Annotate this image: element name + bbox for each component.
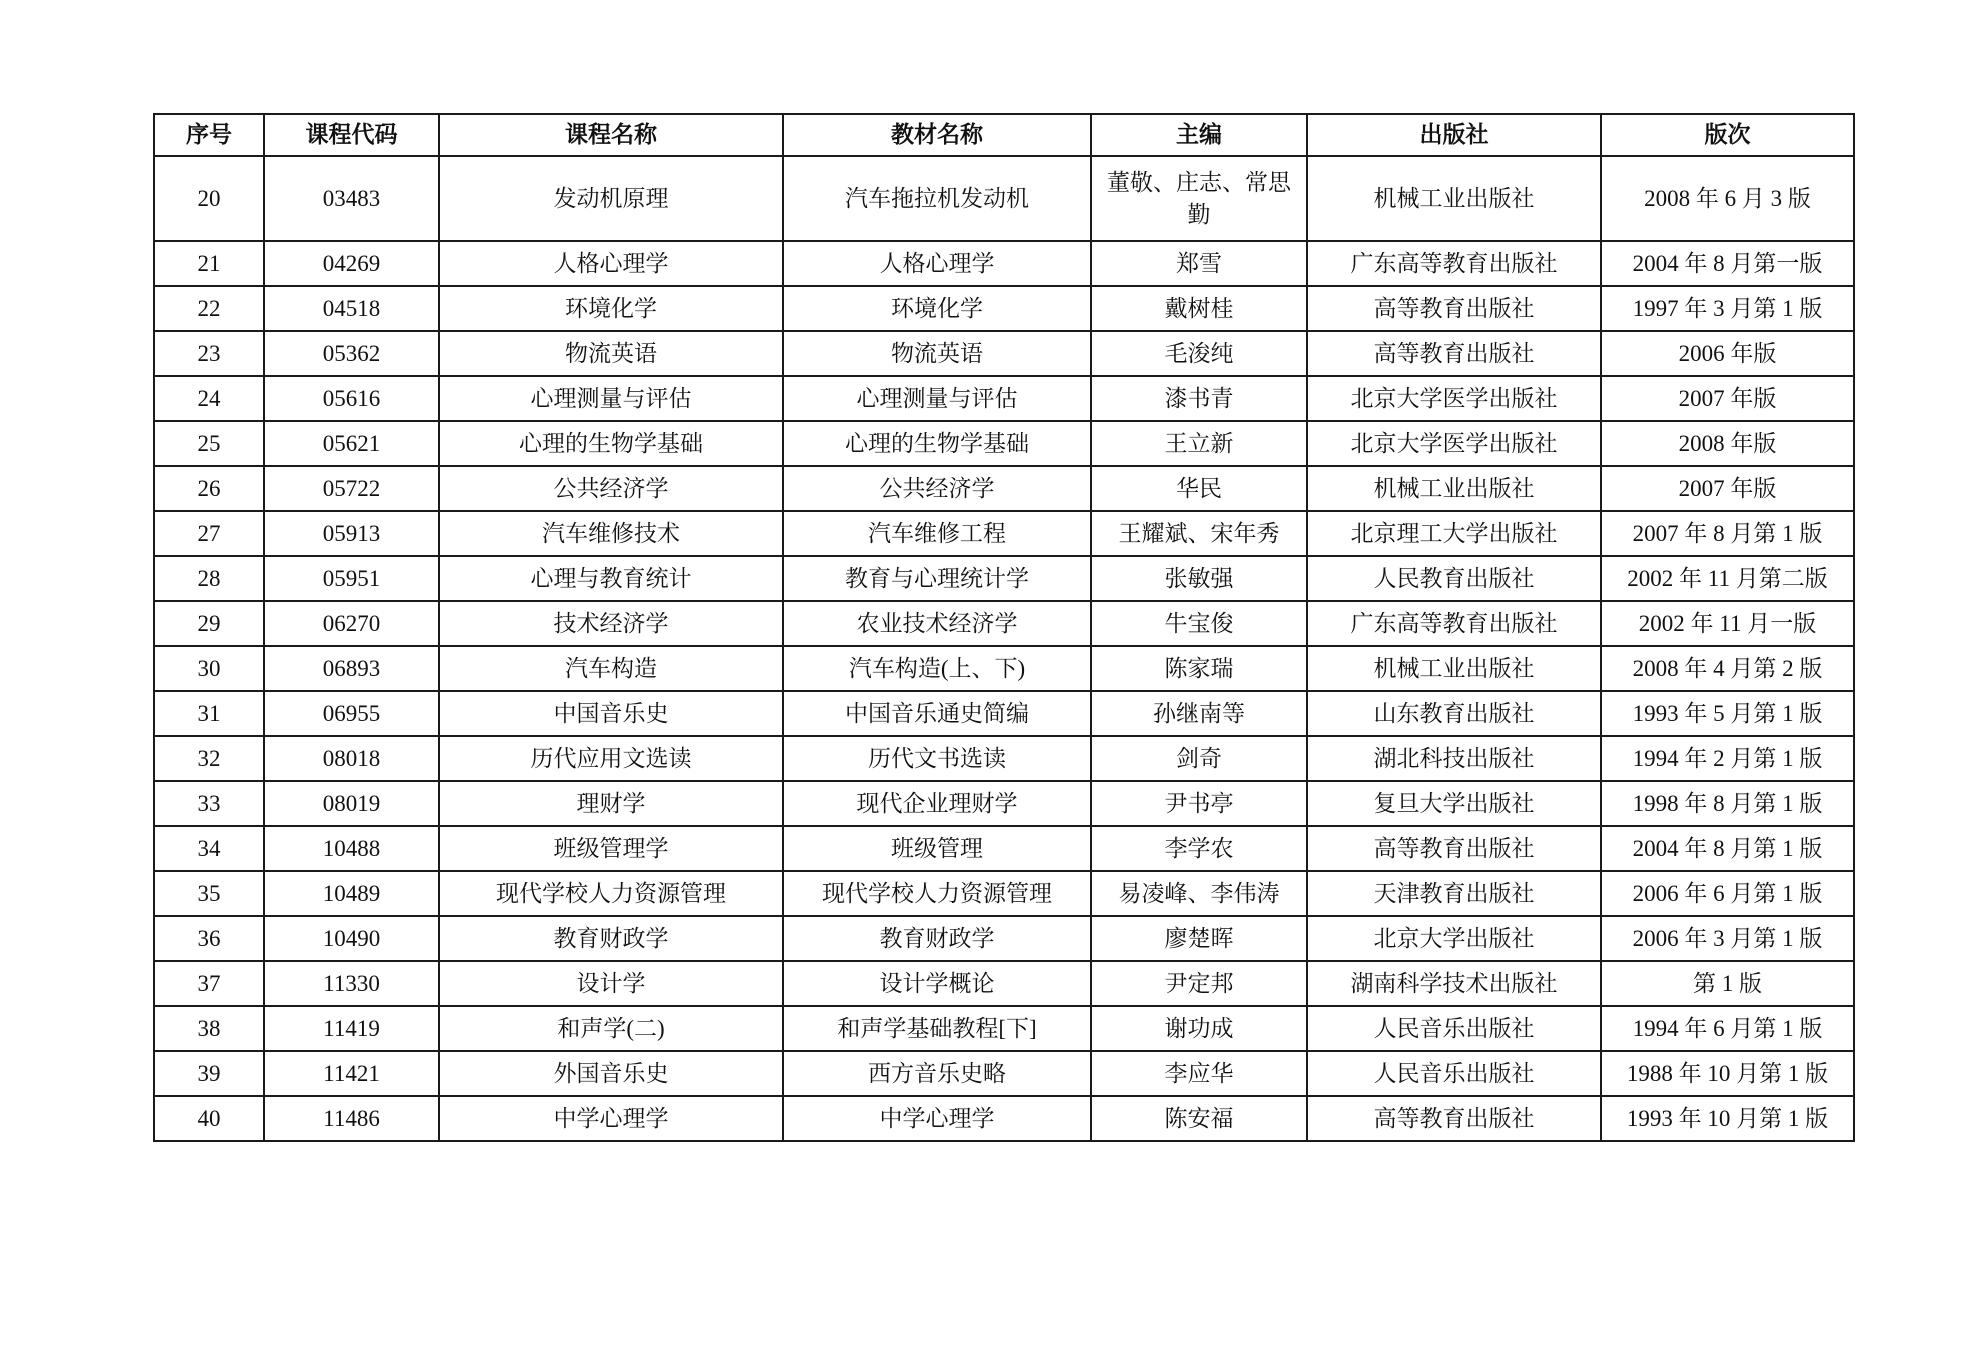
- cell-no: 39: [154, 1051, 264, 1096]
- cell-course-code: 11330: [264, 961, 439, 1006]
- header-row: [154, 114, 1854, 156]
- cell-edition: 2006 年版: [1601, 331, 1854, 376]
- cell-editor: 毛浚纯: [1091, 331, 1307, 376]
- cell-publisher: 人民音乐出版社: [1307, 1006, 1601, 1051]
- cell-no: 30: [154, 646, 264, 691]
- cell-course-code: 06893: [264, 646, 439, 691]
- cell-textbook-name: 中学心理学: [783, 1096, 1091, 1141]
- cell-no: 34: [154, 826, 264, 871]
- cell-textbook-name: 现代学校人力资源管理: [783, 871, 1091, 916]
- cell-edition: 1994 年 6 月第 1 版: [1601, 1006, 1854, 1051]
- cell-edition: 2008 年 4 月第 2 版: [1601, 646, 1854, 691]
- cell-editor: 董敬、庄志、常思勤: [1091, 156, 1307, 241]
- cell-course-name: 技术经济学: [439, 601, 783, 646]
- cell-no: 20: [154, 156, 264, 241]
- cell-course-name: 人格心理学: [439, 241, 783, 286]
- cell-course-name: 中国音乐史: [439, 691, 783, 736]
- cell-textbook-name: 汽车维修工程: [783, 511, 1091, 556]
- cell-editor: 尹定邦: [1091, 961, 1307, 1006]
- cell-no: 21: [154, 241, 264, 286]
- cell-no: 40: [154, 1096, 264, 1141]
- cell-publisher: 北京理工大学出版社: [1307, 511, 1601, 556]
- cell-textbook-name: 班级管理: [783, 826, 1091, 871]
- cell-course-name: 心理与教育统计: [439, 556, 783, 601]
- cell-publisher: 湖北科技出版社: [1307, 736, 1601, 781]
- header-cell-publisher: 出版社: [1307, 114, 1601, 156]
- cell-editor: 易凌峰、李伟涛: [1091, 871, 1307, 916]
- cell-edition: 2002 年 11 月一版: [1601, 601, 1854, 646]
- cell-textbook-name: 教育与心理统计学: [783, 556, 1091, 601]
- cell-textbook-name: 西方音乐史略: [783, 1051, 1091, 1096]
- cell-edition: 第 1 版: [1601, 961, 1854, 1006]
- table-row: [154, 781, 1854, 826]
- cell-editor: 牛宝俊: [1091, 601, 1307, 646]
- cell-course-code: 05616: [264, 376, 439, 421]
- cell-publisher: 机械工业出版社: [1307, 156, 1601, 241]
- cell-textbook-name: 公共经济学: [783, 466, 1091, 511]
- cell-course-code: 04518: [264, 286, 439, 331]
- cell-textbook-name: 历代文书选读: [783, 736, 1091, 781]
- cell-textbook-name: 教育财政学: [783, 916, 1091, 961]
- cell-edition: 1993 年 10 月第 1 版: [1601, 1096, 1854, 1141]
- header-cell-course-code: 课程代码: [264, 114, 439, 156]
- cell-course-name: 现代学校人力资源管理: [439, 871, 783, 916]
- cell-textbook-name: 人格心理学: [783, 241, 1091, 286]
- cell-publisher: 高等教育出版社: [1307, 826, 1601, 871]
- cell-publisher: 广东高等教育出版社: [1307, 241, 1601, 286]
- cell-publisher: 天津教育出版社: [1307, 871, 1601, 916]
- table-row: [154, 916, 1854, 961]
- cell-course-name: 汽车维修技术: [439, 511, 783, 556]
- cell-course-name: 公共经济学: [439, 466, 783, 511]
- header-cell-no: 序号: [154, 114, 264, 156]
- cell-editor: 陈家瑞: [1091, 646, 1307, 691]
- cell-course-code: 11421: [264, 1051, 439, 1096]
- cell-edition: 2007 年 8 月第 1 版: [1601, 511, 1854, 556]
- table-row: [154, 961, 1854, 1006]
- cell-course-name: 历代应用文选读: [439, 736, 783, 781]
- cell-publisher: 北京大学出版社: [1307, 916, 1601, 961]
- cell-textbook-name: 心理测量与评估: [783, 376, 1091, 421]
- cell-course-name: 心理测量与评估: [439, 376, 783, 421]
- cell-publisher: 人民音乐出版社: [1307, 1051, 1601, 1096]
- cell-course-name: 中学心理学: [439, 1096, 783, 1141]
- table-row: [154, 156, 1854, 241]
- cell-textbook-name: 农业技术经济学: [783, 601, 1091, 646]
- cell-no: 29: [154, 601, 264, 646]
- cell-textbook-name: 和声学基础教程[下]: [783, 1006, 1091, 1051]
- cell-edition: 2004 年 8 月第 1 版: [1601, 826, 1854, 871]
- header-cell-textbook-name: 教材名称: [783, 114, 1091, 156]
- table-row: [154, 421, 1854, 466]
- cell-course-code: 05951: [264, 556, 439, 601]
- cell-publisher: 机械工业出版社: [1307, 466, 1601, 511]
- table-row: [154, 511, 1854, 556]
- cell-edition: 1988 年 10 月第 1 版: [1601, 1051, 1854, 1096]
- cell-edition: 2006 年 3 月第 1 版: [1601, 916, 1854, 961]
- table-row: [154, 691, 1854, 736]
- cell-course-name: 环境化学: [439, 286, 783, 331]
- table-row: [154, 646, 1854, 691]
- cell-publisher: 人民教育出版社: [1307, 556, 1601, 601]
- cell-editor: 戴树桂: [1091, 286, 1307, 331]
- cell-publisher: 高等教育出版社: [1307, 331, 1601, 376]
- cell-edition: 2006 年 6 月第 1 版: [1601, 871, 1854, 916]
- cell-course-code: 08018: [264, 736, 439, 781]
- cell-course-code: 03483: [264, 156, 439, 241]
- cell-course-name: 物流英语: [439, 331, 783, 376]
- table-row: [154, 1096, 1854, 1141]
- cell-editor: 郑雪: [1091, 241, 1307, 286]
- cell-publisher: 机械工业出版社: [1307, 646, 1601, 691]
- table-row: [154, 1006, 1854, 1051]
- cell-course-name: 班级管理学: [439, 826, 783, 871]
- cell-textbook-name: 物流英语: [783, 331, 1091, 376]
- cell-editor: 李学农: [1091, 826, 1307, 871]
- cell-editor: 孙继南等: [1091, 691, 1307, 736]
- cell-no: 25: [154, 421, 264, 466]
- course-textbook-table: [153, 113, 1855, 1142]
- cell-course-code: 04269: [264, 241, 439, 286]
- header-cell-edition: 版次: [1601, 114, 1854, 156]
- cell-edition: 1994 年 2 月第 1 版: [1601, 736, 1854, 781]
- cell-textbook-name: 环境化学: [783, 286, 1091, 331]
- cell-editor: 廖楚晖: [1091, 916, 1307, 961]
- cell-no: 24: [154, 376, 264, 421]
- cell-no: 32: [154, 736, 264, 781]
- cell-publisher: 高等教育出版社: [1307, 1096, 1601, 1141]
- cell-editor: 华民: [1091, 466, 1307, 511]
- cell-publisher: 山东教育出版社: [1307, 691, 1601, 736]
- cell-edition: 2008 年 6 月 3 版: [1601, 156, 1854, 241]
- cell-edition: 2004 年 8 月第一版: [1601, 241, 1854, 286]
- table-row: [154, 241, 1854, 286]
- cell-course-name: 发动机原理: [439, 156, 783, 241]
- cell-no: 28: [154, 556, 264, 601]
- cell-publisher: 湖南科学技术出版社: [1307, 961, 1601, 1006]
- table-row: [154, 871, 1854, 916]
- cell-textbook-name: 心理的生物学基础: [783, 421, 1091, 466]
- cell-course-code: 08019: [264, 781, 439, 826]
- cell-course-code: 05913: [264, 511, 439, 556]
- table-row: [154, 376, 1854, 421]
- cell-course-code: 05621: [264, 421, 439, 466]
- table-row: [154, 601, 1854, 646]
- cell-textbook-name: 现代企业理财学: [783, 781, 1091, 826]
- cell-no: 26: [154, 466, 264, 511]
- cell-publisher: 高等教育出版社: [1307, 286, 1601, 331]
- table-row: [154, 826, 1854, 871]
- cell-no: 27: [154, 511, 264, 556]
- header-cell-editor: 主编: [1091, 114, 1307, 156]
- cell-edition: 2007 年版: [1601, 376, 1854, 421]
- header-cell-course-name: 课程名称: [439, 114, 783, 156]
- cell-course-code: 06955: [264, 691, 439, 736]
- cell-course-code: 06270: [264, 601, 439, 646]
- cell-editor: 剑奇: [1091, 736, 1307, 781]
- cell-editor: 陈安福: [1091, 1096, 1307, 1141]
- cell-textbook-name: 汽车拖拉机发动机: [783, 156, 1091, 241]
- cell-course-name: 外国音乐史: [439, 1051, 783, 1096]
- cell-no: 23: [154, 331, 264, 376]
- cell-course-code: 11419: [264, 1006, 439, 1051]
- cell-publisher: 北京大学医学出版社: [1307, 376, 1601, 421]
- cell-course-code: 11486: [264, 1096, 439, 1141]
- cell-editor: 尹书亭: [1091, 781, 1307, 826]
- cell-course-code: 05722: [264, 466, 439, 511]
- cell-no: 31: [154, 691, 264, 736]
- cell-course-name: 理财学: [439, 781, 783, 826]
- cell-editor: 张敏强: [1091, 556, 1307, 601]
- cell-publisher: 复旦大学出版社: [1307, 781, 1601, 826]
- cell-course-name: 汽车构造: [439, 646, 783, 691]
- cell-course-code: 10489: [264, 871, 439, 916]
- cell-no: 35: [154, 871, 264, 916]
- table-row: [154, 331, 1854, 376]
- table-row: [154, 286, 1854, 331]
- cell-course-code: 05362: [264, 331, 439, 376]
- cell-edition: 2007 年版: [1601, 466, 1854, 511]
- cell-no: 33: [154, 781, 264, 826]
- cell-no: 37: [154, 961, 264, 1006]
- cell-publisher: 广东高等教育出版社: [1307, 601, 1601, 646]
- cell-edition: 1997 年 3 月第 1 版: [1601, 286, 1854, 331]
- cell-course-name: 教育财政学: [439, 916, 783, 961]
- cell-editor: 李应华: [1091, 1051, 1307, 1096]
- table-row: [154, 556, 1854, 601]
- cell-course-name: 设计学: [439, 961, 783, 1006]
- cell-edition: 1998 年 8 月第 1 版: [1601, 781, 1854, 826]
- cell-no: 22: [154, 286, 264, 331]
- table-row: [154, 466, 1854, 511]
- cell-edition: 2008 年版: [1601, 421, 1854, 466]
- cell-course-code: 10488: [264, 826, 439, 871]
- cell-textbook-name: 设计学概论: [783, 961, 1091, 1006]
- table-row: [154, 736, 1854, 781]
- cell-course-name: 和声学(二): [439, 1006, 783, 1051]
- table-row: [154, 1051, 1854, 1096]
- cell-course-code: 10490: [264, 916, 439, 961]
- cell-edition: 2002 年 11 月第二版: [1601, 556, 1854, 601]
- cell-course-name: 心理的生物学基础: [439, 421, 783, 466]
- cell-no: 38: [154, 1006, 264, 1051]
- cell-editor: 王立新: [1091, 421, 1307, 466]
- cell-editor: 谢功成: [1091, 1006, 1307, 1051]
- cell-editor: 漆书青: [1091, 376, 1307, 421]
- cell-edition: 1993 年 5 月第 1 版: [1601, 691, 1854, 736]
- cell-publisher: 北京大学医学出版社: [1307, 421, 1601, 466]
- cell-textbook-name: 汽车构造(上、下): [783, 646, 1091, 691]
- cell-no: 36: [154, 916, 264, 961]
- cell-editor: 王耀斌、宋年秀: [1091, 511, 1307, 556]
- cell-textbook-name: 中国音乐通史简编: [783, 691, 1091, 736]
